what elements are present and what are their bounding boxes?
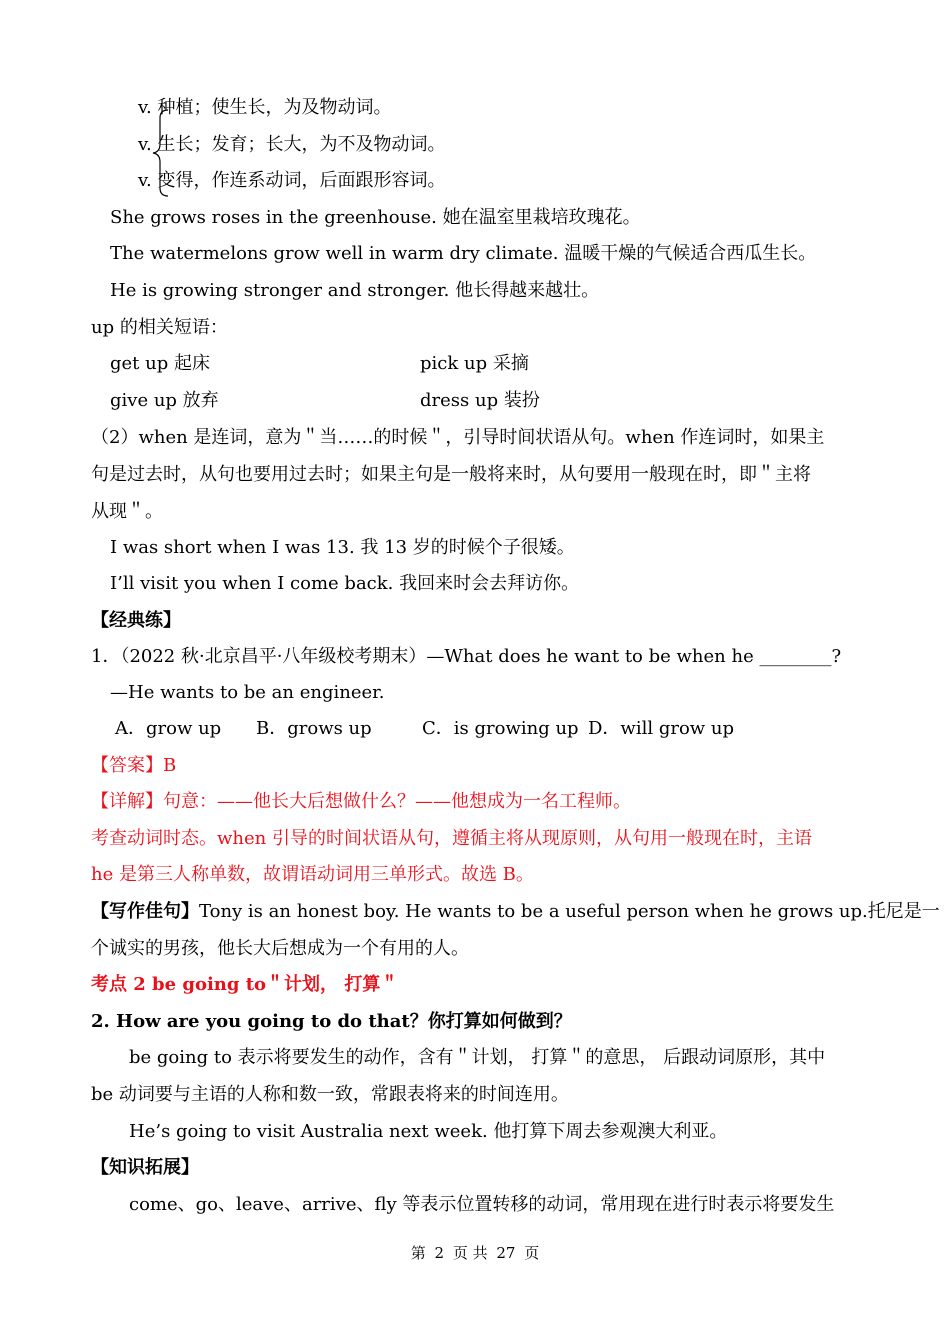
footer-mid: 页 共 bbox=[452, 1244, 488, 1262]
option-b: B．grows up bbox=[256, 718, 372, 739]
footer-prefix: 第 bbox=[410, 1244, 426, 1262]
explain-line-2: 考查动词时态。when 引导的时间状语从句，遵循主将从现原则，从句用一般现在时，主语 bbox=[91, 828, 812, 849]
footer-total-pages: 27 bbox=[496, 1244, 516, 1262]
point2-explain-1: be going to 表示将要发生的动作，含有＂计划， 打算＂的意思， 后跟动词原形，其中 bbox=[129, 1047, 826, 1068]
point2-explain-2: be 动词要与主语的人称和数一致，常跟表将来的时间连用。 bbox=[91, 1084, 569, 1105]
when-explain-line-2: 句是过去时，从句也要用过去时；如果主句是一般将来时，从句要用一般现在时，即＂主将 bbox=[91, 464, 811, 485]
footer-suffix: 页 bbox=[524, 1244, 540, 1262]
practice-response: —He wants to be an engineer. bbox=[110, 682, 385, 703]
page-footer bbox=[0, 1243, 950, 1263]
when-explain-line-1: （2）when 是连词，意为＂当……的时候＂，引导时间状语从句。when 作连词时，如果主 bbox=[91, 427, 825, 448]
phrase-pick-up: pick up 采摘 bbox=[420, 353, 529, 374]
phrase-give-up: give up 放弃 bbox=[110, 390, 219, 411]
grow-def-2: v. 生长；发育；长大，为不及物动词。 bbox=[138, 134, 446, 155]
option-a: A．grow up bbox=[115, 718, 222, 739]
grow-example-2: The watermelons grow well in warm dry climate. 温暖干燥的气候适合西瓜生长。 bbox=[110, 243, 817, 264]
when-example-1: I was short when I was 13. 我 13 岁的时候个子很矮。 bbox=[110, 537, 575, 558]
point2-question: 2. How are you going to do that？你打算如何做到？ bbox=[91, 1011, 572, 1032]
phrase-dress-up: dress up 装扮 bbox=[420, 390, 540, 411]
grow-example-3: He is growing stronger and stronger. 他长得越来越壮。 bbox=[110, 280, 600, 301]
practice-question: 1．（2022 秋·北京昌平·八年级校考期末）—What does he want to be when he ________? bbox=[91, 646, 842, 667]
writing-line-1 bbox=[91, 900, 940, 924]
grow-def-3: v. 变得，作连系动词，后面跟形容词。 bbox=[138, 170, 446, 191]
when-explain-line-3: 从现＂。 bbox=[91, 501, 163, 522]
grow-def-1: v. 种植；使生长，为及物动词。 bbox=[138, 97, 392, 118]
option-c: C．is growing up bbox=[422, 718, 579, 739]
writing-sentence: Tony is an honest boy. He wants to be a useful person when he grows up.托尼是一 bbox=[199, 901, 940, 922]
writing-line-2: 个诚实的男孩，他长大后想成为一个有用的人。 bbox=[91, 938, 469, 959]
extension-line-1: come、go、leave、arrive、fly 等表示位置转移的动词，常用现在进行时表示将要发生 bbox=[129, 1194, 835, 1215]
practice-heading: 【经典练】 bbox=[91, 610, 181, 631]
explain-line-1: 【详解】句意：——他长大后想做什么？——他想成为一名工程师。 bbox=[91, 791, 631, 812]
grow-example-1: She grows roses in the greenhouse. 她在温室里栽培玫瑰花。 bbox=[110, 207, 641, 228]
point2-example: He’s going to visit Australia next week. 他打算下周去参观澳大利亚。 bbox=[129, 1121, 728, 1142]
phrase-get-up: get up 起床 bbox=[110, 353, 210, 374]
point2-title: 考点 2 be going to＂计划， 打算＂ bbox=[91, 974, 399, 995]
option-d: D．will grow up bbox=[588, 718, 735, 739]
writing-label: 【写作佳句】 bbox=[91, 901, 199, 922]
footer-page-number: 2 bbox=[434, 1244, 445, 1262]
up-phrases-heading: up 的相关短语： bbox=[91, 317, 228, 338]
explain-line-3: he 是第三人称单数，故谓语动词用三单形式。故选 B。 bbox=[91, 864, 534, 885]
extension-heading: 【知识拓展】 bbox=[91, 1157, 199, 1178]
answer-line: 【答案】B bbox=[91, 755, 177, 776]
when-example-2: I’ll visit you when I come back. 我回来时会去拜访你。 bbox=[110, 573, 580, 594]
